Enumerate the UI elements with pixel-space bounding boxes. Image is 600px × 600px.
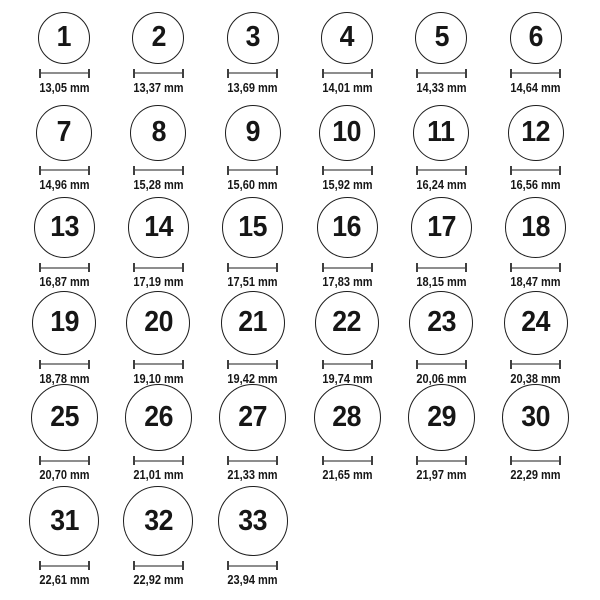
ring-size-item bbox=[300, 196, 394, 291]
diameter-label: 16,56 mm bbox=[510, 177, 561, 192]
dimension-bar bbox=[41, 565, 88, 567]
diameter-label: 20,38 mm bbox=[510, 371, 561, 386]
ring-circle bbox=[227, 12, 279, 64]
dimension-bar bbox=[229, 460, 276, 462]
dimension-tick-right-icon bbox=[465, 360, 467, 369]
diameter-dimension-line bbox=[322, 456, 373, 465]
diameter-dimension-line bbox=[39, 166, 90, 175]
ring-size-number: 9 bbox=[245, 116, 260, 149]
ring-size-number: 24 bbox=[521, 306, 550, 339]
ring-size-number: 15 bbox=[238, 211, 268, 244]
dimension-bar bbox=[324, 363, 371, 365]
dimension-tick-right-icon bbox=[276, 69, 278, 78]
ring-size-number: 1 bbox=[56, 21, 72, 54]
diameter-label: 13,37 mm bbox=[133, 80, 184, 95]
dimension-tick-right-icon bbox=[276, 360, 278, 369]
ring-size-item bbox=[111, 291, 205, 386]
ring-size-number: 6 bbox=[528, 21, 543, 54]
ring-size-item bbox=[17, 196, 111, 291]
ring-circle bbox=[409, 291, 473, 355]
dimension-tick-right-icon bbox=[276, 166, 278, 175]
dimension-bar bbox=[41, 267, 88, 269]
dimension-tick-right-icon bbox=[371, 69, 373, 78]
diameter-label: 14,64 mm bbox=[510, 80, 561, 95]
ring-size-number: 27 bbox=[238, 401, 268, 434]
ring-size-number: 5 bbox=[434, 21, 449, 54]
ring-circle bbox=[225, 105, 281, 161]
dimension-bar bbox=[135, 565, 182, 567]
diameter-dimension-line bbox=[322, 360, 373, 369]
dimension-bar bbox=[512, 169, 559, 171]
chart-row bbox=[17, 101, 583, 196]
ring-size-item bbox=[206, 291, 300, 386]
ring-circle bbox=[31, 384, 98, 451]
diameter-dimension-line bbox=[133, 69, 184, 78]
diameter-dimension-line bbox=[416, 456, 467, 465]
ring-size-number: 21 bbox=[238, 306, 268, 339]
ring-circle bbox=[126, 291, 190, 355]
ring-size-number: 8 bbox=[151, 116, 166, 149]
diameter-dimension-line bbox=[133, 561, 184, 570]
diameter-dimension-line bbox=[39, 456, 90, 465]
diameter-dimension-line bbox=[133, 263, 184, 272]
ring-size-number: 22 bbox=[332, 306, 362, 339]
dimension-bar bbox=[512, 363, 559, 365]
ring-circle bbox=[132, 12, 184, 64]
dimension-bar bbox=[324, 72, 371, 74]
ring-size-item bbox=[488, 101, 582, 196]
dimension-bar bbox=[41, 363, 88, 365]
ring-size-item bbox=[17, 6, 111, 101]
ring-circle bbox=[508, 105, 564, 161]
dimension-tick-right-icon bbox=[559, 360, 561, 369]
ring-circle bbox=[32, 291, 96, 355]
ring-size-item bbox=[300, 291, 394, 386]
dimension-tick-right-icon bbox=[371, 263, 373, 272]
ring-size-item bbox=[111, 101, 205, 196]
chart-row bbox=[17, 6, 583, 101]
ring-size-number: 13 bbox=[49, 211, 79, 244]
ring-size-number: 23 bbox=[426, 306, 456, 339]
dimension-tick-right-icon bbox=[559, 166, 561, 175]
ring-size-number: 17 bbox=[426, 211, 456, 244]
dimension-bar bbox=[229, 565, 276, 567]
dimension-tick-right-icon bbox=[88, 166, 90, 175]
ring-size-item bbox=[111, 386, 205, 481]
ring-size-item bbox=[488, 6, 582, 101]
ring-size-number: 33 bbox=[238, 504, 268, 537]
diameter-label: 21,97 mm bbox=[416, 468, 467, 483]
dimension-tick-right-icon bbox=[88, 360, 90, 369]
ring-size-number: 32 bbox=[144, 504, 173, 537]
ring-circle bbox=[408, 384, 475, 451]
dimension-tick-right-icon bbox=[371, 456, 373, 465]
diameter-label: 22,92 mm bbox=[133, 573, 184, 588]
ring-size-item bbox=[488, 196, 582, 291]
ring-size-item bbox=[111, 196, 205, 291]
ring-size-number: 25 bbox=[49, 401, 79, 434]
diameter-dimension-line bbox=[322, 69, 373, 78]
dimension-tick-right-icon bbox=[371, 360, 373, 369]
dimension-tick-right-icon bbox=[559, 263, 561, 272]
diameter-dimension-line bbox=[39, 263, 90, 272]
diameter-label: 15,28 mm bbox=[133, 177, 184, 192]
ring-size-item bbox=[394, 6, 488, 101]
diameter-label: 18,15 mm bbox=[416, 275, 467, 290]
dimension-tick-right-icon bbox=[559, 456, 561, 465]
ring-size-item bbox=[394, 386, 488, 481]
ring-circle bbox=[411, 197, 472, 258]
dimension-bar bbox=[418, 169, 465, 171]
dimension-bar bbox=[41, 72, 88, 74]
diameter-dimension-line bbox=[227, 561, 278, 570]
ring-size-item bbox=[488, 386, 582, 481]
chart-row bbox=[17, 196, 583, 291]
diameter-dimension-line bbox=[227, 69, 278, 78]
ring-circle bbox=[38, 12, 90, 64]
ring-size-item bbox=[394, 196, 488, 291]
diameter-dimension-line bbox=[133, 456, 184, 465]
dimension-bar bbox=[41, 169, 88, 171]
diameter-dimension-line bbox=[416, 69, 467, 78]
dimension-bar bbox=[418, 363, 465, 365]
diameter-dimension-line bbox=[39, 69, 90, 78]
dimension-tick-right-icon bbox=[465, 263, 467, 272]
diameter-label: 20,06 mm bbox=[416, 371, 467, 386]
ring-circle bbox=[218, 486, 288, 556]
diameter-label: 16,87 mm bbox=[39, 275, 90, 290]
dimension-tick-right-icon bbox=[88, 69, 90, 78]
diameter-dimension-line bbox=[322, 166, 373, 175]
ring-circle bbox=[315, 291, 379, 355]
ring-circle bbox=[36, 105, 92, 161]
dimension-tick-right-icon bbox=[88, 263, 90, 272]
ring-circle bbox=[415, 12, 467, 64]
ring-size-number: 31 bbox=[49, 504, 79, 537]
diameter-dimension-line bbox=[227, 360, 278, 369]
diameter-dimension-line bbox=[227, 166, 278, 175]
dimension-bar bbox=[324, 460, 371, 462]
dimension-tick-right-icon bbox=[465, 456, 467, 465]
diameter-label: 17,19 mm bbox=[133, 275, 184, 290]
ring-size-number: 20 bbox=[144, 306, 173, 339]
ring-size-item bbox=[394, 291, 488, 386]
ring-size-item bbox=[206, 6, 300, 101]
dimension-tick-right-icon bbox=[465, 69, 467, 78]
ring-circle bbox=[34, 197, 95, 258]
ring-size-item bbox=[206, 386, 300, 481]
diameter-dimension-line bbox=[39, 360, 90, 369]
ring-circle bbox=[505, 197, 566, 258]
ring-circle bbox=[319, 105, 375, 161]
diameter-dimension-line bbox=[416, 360, 467, 369]
dimension-tick-right-icon bbox=[276, 456, 278, 465]
diameter-label: 19,10 mm bbox=[133, 371, 184, 386]
diameter-label: 21,65 mm bbox=[321, 468, 373, 483]
dimension-tick-right-icon bbox=[182, 561, 184, 570]
ring-size-item bbox=[17, 291, 111, 386]
dimension-tick-right-icon bbox=[559, 69, 561, 78]
ring-size-item bbox=[17, 101, 111, 196]
diameter-label: 13,69 mm bbox=[227, 80, 278, 95]
dimension-bar bbox=[418, 72, 465, 74]
diameter-dimension-line bbox=[416, 166, 467, 175]
diameter-dimension-line bbox=[322, 263, 373, 272]
diameter-label: 17,51 mm bbox=[227, 275, 278, 290]
ring-size-item bbox=[206, 481, 300, 593]
dimension-bar bbox=[135, 460, 182, 462]
dimension-bar bbox=[135, 267, 182, 269]
diameter-label: 21,33 mm bbox=[227, 468, 278, 483]
dimension-bar bbox=[512, 460, 559, 462]
dimension-tick-right-icon bbox=[88, 456, 90, 465]
ring-circle bbox=[221, 291, 285, 355]
diameter-label: 18,78 mm bbox=[39, 371, 90, 386]
ring-size-item bbox=[206, 196, 300, 291]
diameter-label: 13,05 mm bbox=[39, 80, 90, 95]
diameter-label: 22,29 mm bbox=[510, 468, 561, 483]
chart-row bbox=[17, 386, 583, 481]
ring-size-number: 18 bbox=[521, 211, 550, 244]
ring-circle bbox=[504, 291, 568, 355]
dimension-bar bbox=[135, 169, 182, 171]
diameter-dimension-line bbox=[133, 360, 184, 369]
ring-size-item bbox=[300, 6, 394, 101]
ring-size-item bbox=[111, 481, 205, 593]
ring-circle bbox=[130, 105, 186, 161]
ring-circle bbox=[502, 384, 569, 451]
dimension-tick-right-icon bbox=[182, 166, 184, 175]
dimension-bar bbox=[418, 267, 465, 269]
diameter-label: 18,47 mm bbox=[510, 275, 561, 290]
ring-size-number: 26 bbox=[144, 401, 173, 434]
diameter-label: 22,61 mm bbox=[39, 573, 90, 588]
diameter-dimension-line bbox=[510, 456, 561, 465]
diameter-dimension-line bbox=[510, 69, 561, 78]
chart-row bbox=[17, 291, 583, 386]
dimension-tick-right-icon bbox=[276, 561, 278, 570]
ring-circle bbox=[123, 486, 193, 556]
dimension-bar bbox=[229, 72, 276, 74]
diameter-dimension-line bbox=[133, 166, 184, 175]
ring-size-number: 28 bbox=[332, 401, 362, 434]
dimension-tick-right-icon bbox=[182, 69, 184, 78]
ring-size-item bbox=[300, 386, 394, 481]
ring-size-number: 11 bbox=[427, 116, 455, 149]
diameter-dimension-line bbox=[227, 456, 278, 465]
ring-size-item bbox=[488, 291, 582, 386]
diameter-label: 14,01 mm bbox=[321, 80, 373, 95]
ring-circle bbox=[128, 197, 189, 258]
dimension-tick-right-icon bbox=[371, 166, 373, 175]
dimension-bar bbox=[229, 363, 276, 365]
dimension-tick-right-icon bbox=[182, 263, 184, 272]
dimension-bar bbox=[418, 460, 465, 462]
chart-row bbox=[17, 481, 583, 593]
ring-size-number: 16 bbox=[332, 211, 362, 244]
ring-circle bbox=[219, 384, 286, 451]
ring-circle bbox=[29, 486, 99, 556]
ring-size-number: 10 bbox=[332, 116, 362, 149]
dimension-bar bbox=[135, 72, 182, 74]
diameter-label: 23,94 mm bbox=[227, 573, 278, 588]
dimension-tick-right-icon bbox=[182, 360, 184, 369]
ring-size-item bbox=[206, 101, 300, 196]
ring-size-number: 19 bbox=[49, 306, 79, 339]
ring-circle bbox=[321, 12, 373, 64]
diameter-label: 21,01 mm bbox=[133, 468, 184, 483]
diameter-label: 19,74 mm bbox=[321, 371, 373, 386]
ring-size-number: 29 bbox=[426, 401, 456, 434]
diameter-label: 15,60 mm bbox=[227, 177, 278, 192]
diameter-dimension-line bbox=[510, 263, 561, 272]
diameter-label: 15,92 mm bbox=[321, 177, 373, 192]
ring-size-item bbox=[111, 6, 205, 101]
dimension-tick-right-icon bbox=[276, 263, 278, 272]
ring-size-item bbox=[17, 386, 111, 481]
diameter-dimension-line bbox=[510, 166, 561, 175]
ring-size-number: 4 bbox=[339, 21, 355, 54]
diameter-label: 14,96 mm bbox=[39, 177, 90, 192]
dimension-bar bbox=[324, 267, 371, 269]
diameter-label: 20,70 mm bbox=[39, 468, 90, 483]
diameter-dimension-line bbox=[416, 263, 467, 272]
ring-size-item bbox=[17, 481, 111, 593]
diameter-label: 14,33 mm bbox=[416, 80, 467, 95]
dimension-bar bbox=[229, 267, 276, 269]
dimension-bar bbox=[229, 169, 276, 171]
dimension-tick-right-icon bbox=[465, 166, 467, 175]
ring-size-number: 12 bbox=[521, 116, 550, 149]
ring-circle bbox=[317, 197, 378, 258]
ring-size-item bbox=[394, 101, 488, 196]
diameter-dimension-line bbox=[510, 360, 561, 369]
ring-size-number: 2 bbox=[151, 21, 166, 54]
ring-size-number: 7 bbox=[56, 116, 72, 149]
ring-size-number: 30 bbox=[521, 401, 550, 434]
dimension-bar bbox=[135, 363, 182, 365]
dimension-bar bbox=[41, 460, 88, 462]
diameter-dimension-line bbox=[39, 561, 90, 570]
ring-size-number: 3 bbox=[245, 21, 260, 54]
dimension-tick-right-icon bbox=[182, 456, 184, 465]
dimension-bar bbox=[512, 267, 559, 269]
ring-circle bbox=[413, 105, 469, 161]
diameter-label: 16,24 mm bbox=[416, 177, 467, 192]
dimension-bar bbox=[324, 169, 371, 171]
diameter-label: 19,42 mm bbox=[227, 371, 278, 386]
ring-circle bbox=[510, 12, 562, 64]
ring-circle bbox=[125, 384, 192, 451]
ring-size-number: 14 bbox=[144, 211, 173, 244]
diameter-dimension-line bbox=[227, 263, 278, 272]
diameter-label: 17,83 mm bbox=[321, 275, 373, 290]
ring-circle bbox=[222, 197, 283, 258]
dimension-bar bbox=[512, 72, 559, 74]
dimension-tick-right-icon bbox=[88, 561, 90, 570]
ring-size-item bbox=[300, 101, 394, 196]
ring-circle bbox=[314, 384, 381, 451]
